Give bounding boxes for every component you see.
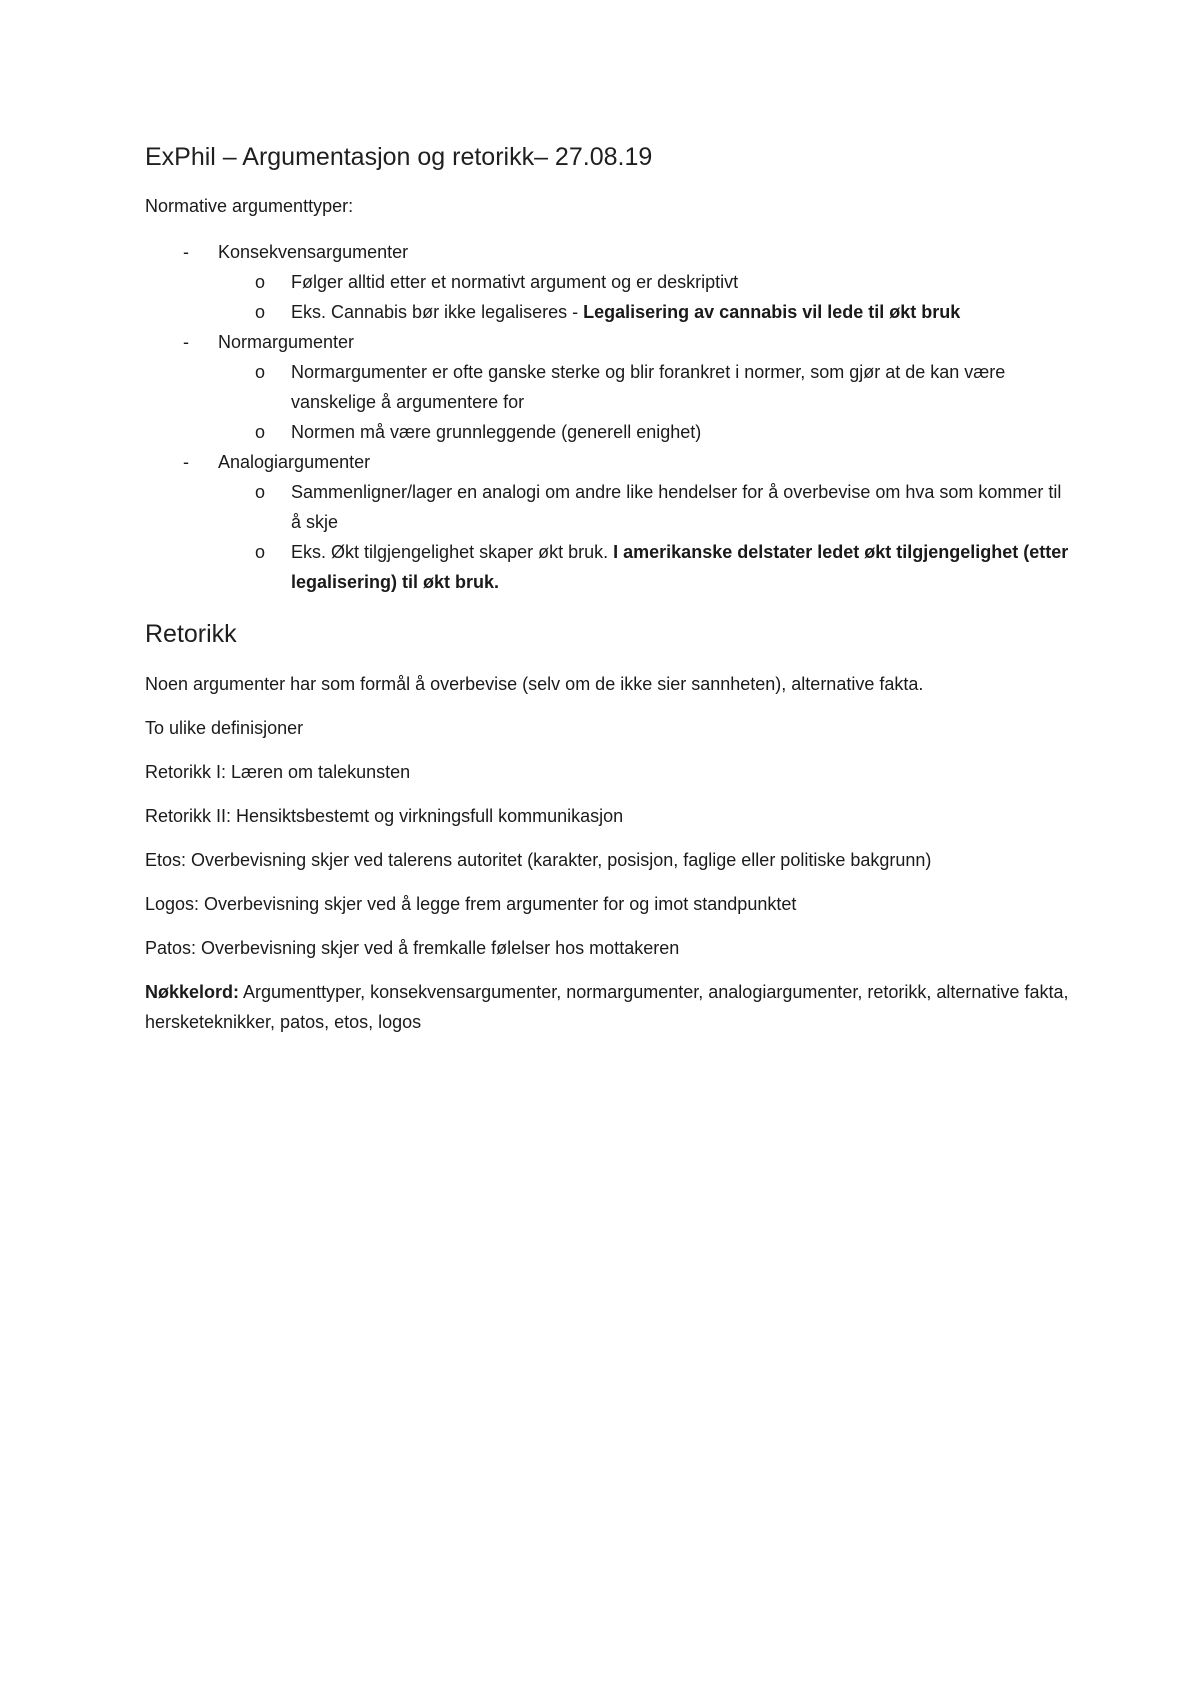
document-content	[145, 140, 1075, 1037]
sub-item-text: Følger alltid etter et normativt argument og er deskriptivt	[291, 272, 739, 292]
document-title: ExPhil – Argumentasjon og retorikk– 27.08.19	[145, 143, 653, 171]
sub-list-item	[145, 417, 1075, 447]
circle-bullet: o	[255, 422, 266, 442]
circle-bullet: o	[255, 272, 266, 292]
list-item	[145, 237, 1075, 327]
dash-bullet: -	[183, 332, 189, 352]
sub-item-bold-text: Legalisering av cannabis vil lede til økt bruk	[583, 302, 961, 322]
keywords-label: Nøkkelord:	[145, 982, 240, 1002]
sub-list-item	[145, 477, 1075, 537]
intro-text: Normative argumenttyper:	[145, 196, 354, 216]
sub-list	[218, 267, 1075, 327]
list-item-label: Normargumenter	[218, 332, 355, 352]
circle-bullet: o	[255, 302, 266, 322]
paragraph: Retorikk II: Hensiktsbestemt og virkningsfull kommunikasjon	[145, 806, 624, 826]
sub-list	[218, 477, 1075, 597]
paragraph: Etos: Overbevisning skjer ved talerens autoritet (karakter, posisjon, faglige eller politiske bakgrunn)	[145, 850, 932, 870]
list-item-label: Konsekvensargumenter	[218, 242, 409, 262]
sub-list-item	[145, 297, 1075, 327]
list-item-label: Analogiargumenter	[218, 452, 371, 472]
keywords-paragraph	[145, 977, 1075, 1037]
section-heading-retorikk: Retorikk	[145, 620, 237, 648]
paragraph: Logos: Overbevisning skjer ved å legge frem argumenter for og imot standpunktet	[145, 894, 797, 914]
circle-bullet: o	[255, 362, 266, 382]
sub-item-text: Sammenligner/lager en analogi om andre like hendelser for å overbevise om hva som kommer til å skje	[291, 482, 1062, 532]
sub-item-text: Eks. Cannabis bør ikke legaliseres -	[291, 302, 584, 322]
list-item	[145, 327, 1075, 447]
list-item	[145, 447, 1075, 597]
sub-list	[218, 357, 1075, 447]
sub-list-item	[145, 267, 1075, 297]
dash-bullet: -	[183, 242, 189, 262]
paragraph: To ulike definisjoner	[145, 718, 304, 738]
paragraph: Noen argumenter har som formål å overbevise (selv om de ikke sier sannheten), alternative fakta.	[145, 674, 924, 694]
sub-item-bold-text: I amerikanske delstater ledet økt tilgjengelighet (etter legalisering) til økt bruk.	[291, 542, 1069, 592]
sub-list-item	[145, 537, 1075, 597]
circle-bullet: o	[255, 542, 266, 562]
paragraph: Patos: Overbevisning skjer ved å fremkalle følelser hos mottakeren	[145, 938, 680, 958]
dash-bullet: -	[183, 452, 189, 472]
argument-type-list	[145, 237, 1075, 597]
sub-item-text: Normargumenter er ofte ganske sterke og blir forankret i normer, som gjør at de kan være vanskelige å argumentere for	[291, 362, 1006, 412]
sub-item-text: Normen må være grunnleggende (generell enighet)	[291, 422, 702, 442]
sub-item-text: Eks. Økt tilgjengelighet skaper økt bruk.	[291, 542, 614, 562]
keywords-text: Argumenttyper, konsekvensargumenter, normargumenter, analogiargumenter, retorikk, alternative fakta, hersketeknikker, patos, etos, logos	[145, 982, 1069, 1032]
paragraph: Retorikk I: Læren om talekunsten	[145, 762, 411, 782]
sub-list-item	[145, 357, 1075, 417]
circle-bullet: o	[255, 482, 266, 502]
